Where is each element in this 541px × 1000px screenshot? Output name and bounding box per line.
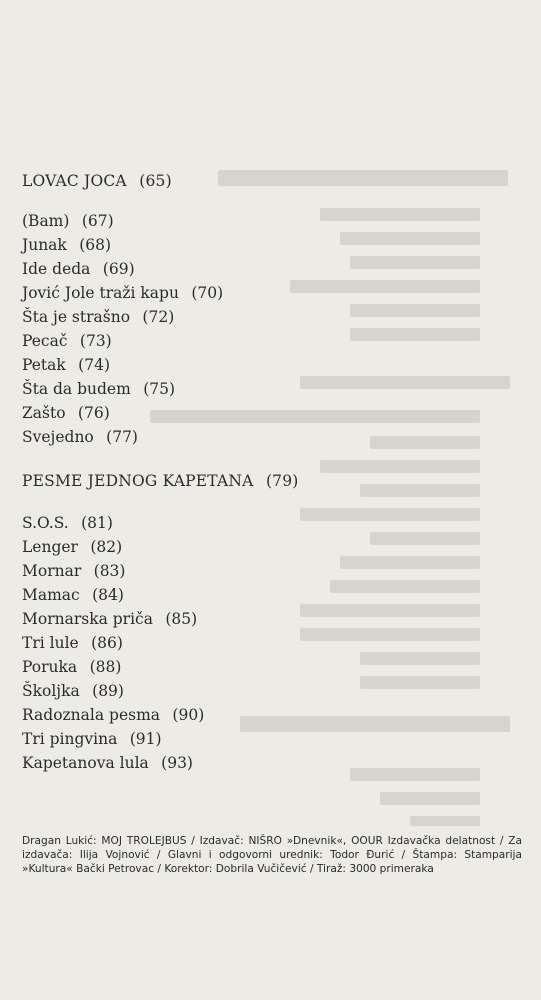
page-number: (72): [142, 308, 175, 326]
section-title: PESME JEDNOG KAPETANA (79): [22, 472, 299, 490]
page-number: (73): [79, 332, 112, 350]
page-number: (75): [143, 380, 176, 398]
page-number: (84): [92, 586, 124, 604]
page-number: (82): [90, 538, 123, 556]
toc-entry: Pecač (73): [22, 332, 112, 350]
toc-entry: Kapetanova lula (93): [22, 754, 193, 772]
toc-entry: Školjka (89): [22, 682, 124, 700]
page-number: (81): [81, 514, 113, 532]
page-number: (65): [139, 172, 172, 190]
toc-entry: S.O.S. (81): [22, 514, 113, 532]
page-number: (90): [172, 706, 205, 724]
toc-entry: Mornar (83): [22, 562, 126, 580]
toc-entry: Mamac (84): [22, 586, 124, 604]
toc-entry: Jović Jole traži kapu (70): [22, 284, 224, 302]
page-number: (74): [78, 356, 110, 374]
page-number: (79): [265, 472, 299, 490]
colophon: Dragan Lukić: MOJ TROLEJBUS / Izdavač: NIŠRO »Dnevnik«, OOUR Izdavačka delatnost / Za izdavača: Ilija Vojnović / Glavni i odgovorni urednik: Todor Đurić / Štampa: Stamparija »Kultura« Bački Petrovac / Korektor: Dobrila Vučičević / Tiraž: 3000 primeraka: [22, 834, 522, 875]
toc-entry: (Bam) (67): [22, 212, 114, 230]
toc-entry: Mornarska priča (85): [22, 610, 198, 628]
page-number: (93): [161, 754, 193, 772]
toc-entry: Lenger (82): [22, 538, 123, 556]
toc-entry: Svejedno (77): [22, 428, 138, 446]
page-number: (77): [106, 428, 138, 446]
toc-entry: Petak (74): [22, 356, 110, 374]
toc-entry: Tri lule (86): [22, 634, 123, 652]
page-number: (76): [77, 404, 110, 422]
toc-entry: Šta da budem (75): [22, 380, 176, 398]
page-number: (67): [81, 212, 114, 230]
page-number: (85): [165, 610, 198, 628]
page-number: (70): [191, 284, 224, 302]
page-number: (68): [79, 236, 112, 254]
toc-entry: Zašto (76): [22, 404, 110, 422]
page-number: (69): [102, 260, 135, 278]
toc-entry: Šta je strašno (72): [22, 308, 175, 326]
toc-entry: Ide deda (69): [22, 260, 135, 278]
toc-entry: Poruka (88): [22, 658, 122, 676]
toc-entry: Junak (68): [22, 236, 112, 254]
page-number: (88): [89, 658, 122, 676]
toc-entry: Tri pingvina (91): [22, 730, 162, 748]
page-number: (83): [93, 562, 126, 580]
page-number: (91): [129, 730, 162, 748]
page-number: (89): [92, 682, 124, 700]
section-title: LOVAC JOCA (65): [22, 172, 172, 190]
toc-entry: Radoznala pesma (90): [22, 706, 205, 724]
page-number: (86): [91, 634, 123, 652]
